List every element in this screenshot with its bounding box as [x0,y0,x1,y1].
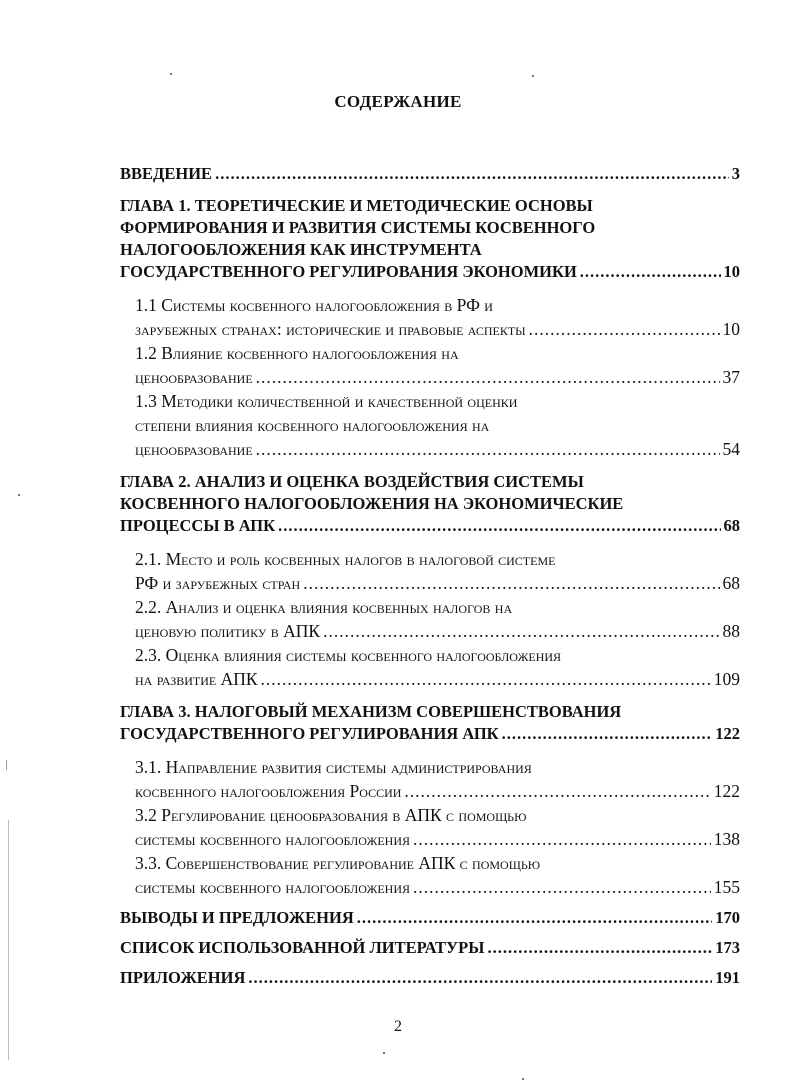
toc-entry-text: ГОСУДАРСТВЕННОГО РЕГУЛИРОВАНИЯ АПК [120,724,499,743]
toc-entry-text: ФОРМИРОВАНИЯ И РАЗВИТИЯ СИСТЕМЫ КОСВЕННОГО [120,218,596,237]
toc-section-1-3[interactable] [120,389,740,461]
scan-speck [532,75,534,77]
toc-entry-text: ГЛАВА 1. ТЕОРЕТИЧЕСКИЕ И МЕТОДИЧЕСКИЕ ОСНОВЫ [120,196,593,215]
toc-entry-text: зарубежных странах: исторические и правовые аспекты [135,319,526,339]
toc-entry-text: степени влияния косвенного налогообложения на [135,415,490,435]
dot-leader [278,515,720,537]
toc-entry-text: 3.1. Направление развития системы администрирования [135,757,532,777]
toc-chapter-1[interactable] [120,195,740,283]
dot-leader [413,875,711,899]
page-number: 2 [394,1018,402,1035]
page-title: СОДЕРЖАНИЕ [334,92,462,111]
toc-section-2-1[interactable] [120,547,740,595]
toc-page-number: 191 [715,968,740,987]
dot-leader [256,365,720,389]
toc-entry-text: ГЛАВА 3. НАЛОГОВЫЙ МЕХАНИЗМ СОВЕРШЕНСТВОВАНИЯ [120,702,622,721]
dot-leader [323,619,719,643]
toc-page-number: 54 [722,439,740,459]
toc-entry-text: 1.1 Системы косвенного налогообложения в РФ и [135,295,493,315]
toc-entry-text: ценообразование [135,439,253,459]
scan-speck [18,494,20,496]
toc-page-number: 68 [722,573,740,593]
dot-leader [256,437,720,461]
dot-leader [261,667,711,691]
toc-entry-text: 1.2 Влияние косвенного налогообложения на [135,343,459,363]
toc-entry-text: НАЛОГООБЛОЖЕНИЯ КАК ИНСТРУМЕНТА [120,240,482,259]
toc-section-1-2[interactable] [120,341,740,389]
toc-entry-text: ПРИЛОЖЕНИЯ [120,968,246,987]
toc-page-number: 173 [715,938,740,957]
toc-entry-text: ГОСУДАРСТВЕННОГО РЕГУЛИРОВАНИЯ ЭКОНОМИКИ [120,262,577,281]
toc-entry-text: косвенного налогообложения России [135,781,402,801]
toc-page-number: 3 [731,164,740,183]
toc-page-number: 122 [713,781,740,801]
toc-entry-text: на развитие АПК [135,669,258,689]
toc-entry-text: ВВЕДЕНИЕ [120,164,213,183]
toc-entry-text: ВЫВОДЫ И ПРЕДЛОЖЕНИЯ [120,908,354,927]
dot-leader [502,723,713,745]
toc-page-number: 37 [722,367,740,387]
toc-section-3-2[interactable] [120,803,740,851]
toc-section-1-1[interactable] [120,293,740,341]
toc-entry-text: РФ и зарубежных стран [135,573,301,593]
toc-page-number: 138 [713,829,740,849]
toc-entry-text: 2.3. Оценка влияния системы косвенного налогообложения [135,645,562,665]
scan-speck [6,760,7,770]
dot-leader [404,779,710,803]
toc-entry-appendix[interactable] [120,963,740,993]
toc-entry-text: 1.3 Методики количественной и качественной оценки [135,391,518,411]
toc-entry-conclusions[interactable] [120,903,740,933]
dot-leader [303,571,719,595]
toc-entry-text: системы косвенного налогообложения [135,877,410,897]
toc-entry-text: ценовую политику в АПК [135,621,321,641]
toc-entry-text: ценообразование [135,367,253,387]
toc-page-number: 122 [715,724,740,743]
toc-entry-text: СПИСОК ИСПОЛЬЗОВАННОЙ ЛИТЕРАТУРЫ [120,938,485,957]
toc-page-number: 109 [713,669,740,689]
toc-entry-text: 2.2. Анализ и оценка влияния косвенных налогов на [135,597,513,617]
toc-section-3-3[interactable] [120,851,740,899]
toc-page-number: 88 [722,621,740,641]
toc-entry-text: системы косвенного налогообложения [135,829,410,849]
toc-chapter-3[interactable] [120,701,740,745]
toc-entry-text: 3.2 Регулирование ценообразования в АПК с помощью [135,805,527,825]
toc-entry-text: 3.3. Совершенствование регулирование АПК с помощью [135,853,541,873]
toc-chapter-2[interactable] [120,471,740,537]
toc-page-number: 155 [713,877,740,897]
dot-leader [357,903,712,933]
toc-page-number: 10 [722,319,740,339]
toc-section-3-1[interactable] [120,755,740,803]
table-of-contents [120,163,740,993]
scan-speck [522,1078,524,1080]
dot-leader [413,827,711,851]
scan-speck [170,73,172,75]
dot-leader [580,261,721,283]
dot-leader [529,317,720,341]
scan-speck [383,1052,385,1054]
toc-page-number: 170 [715,908,740,927]
toc-page-number: 10 [723,262,740,281]
toc-page-number: 68 [723,516,740,535]
dot-leader [248,963,712,993]
dot-leader [215,163,729,185]
toc-entry-text: 2.1. Место и роль косвенных налогов в налоговой системе [135,549,556,569]
toc-entry-intro[interactable] [120,163,740,185]
toc-entry-text: ПРОЦЕССЫ В АПК [120,516,276,535]
dot-leader [487,933,712,963]
toc-entry-text: ГЛАВА 2. АНАЛИЗ И ОЦЕНКА ВОЗДЕЙСТВИЯ СИСТЕМЫ [120,472,584,491]
toc-section-2-3[interactable] [120,643,740,691]
scan-speck [8,820,9,1060]
toc-section-2-2[interactable] [120,595,740,643]
toc-entry-text: КОСВЕННОГО НАЛОГООБЛОЖЕНИЯ НА ЭКОНОМИЧЕСКИЕ [120,494,624,513]
toc-entry-references[interactable] [120,933,740,963]
